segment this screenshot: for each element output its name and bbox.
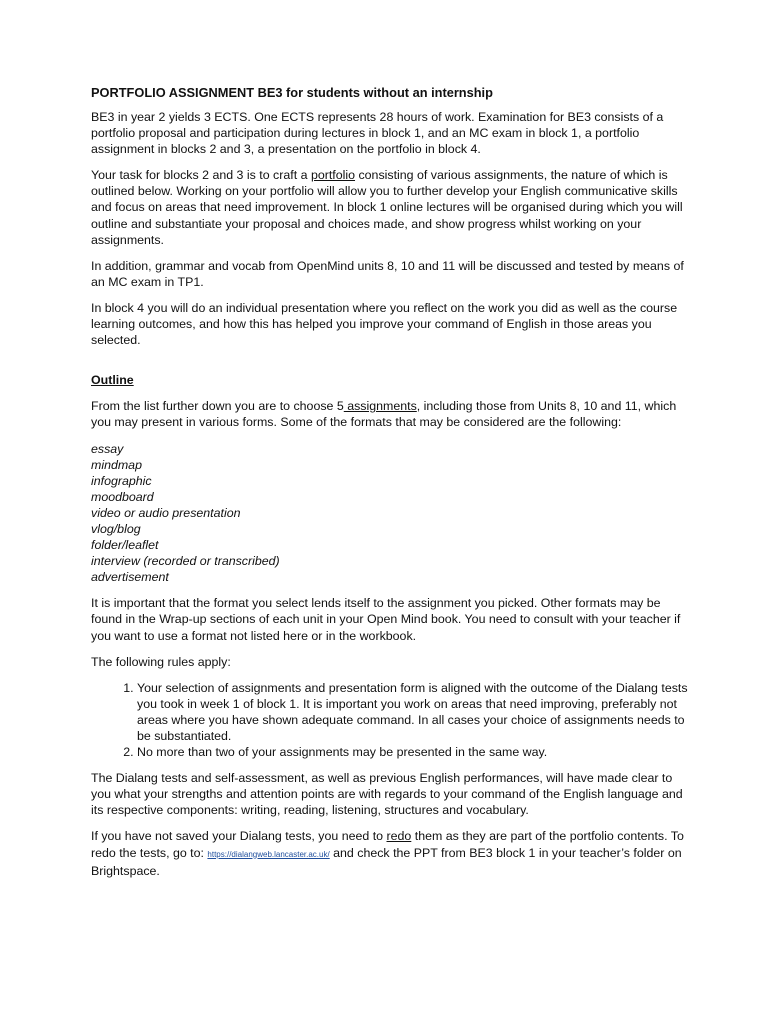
rule-item: 1. Your selection of assignments and presentation form is aligned with the outcome of the Dialang tests you took in week 1 of block 1. It is important you work on areas that need improving, preferably not areas where you have shown adequate command. In all cases your choice of assignments needs to be substantiated.: [137, 680, 691, 744]
assignments-underlined: assignments: [343, 399, 417, 414]
format-item: interview (recorded or transcribed): [91, 554, 280, 569]
paragraph-redo-text: If you have not saved your Dialang tests, you need to: [91, 829, 387, 844]
format-item: infographic: [91, 473, 152, 488]
paragraph-dialang: The Dialang tests and self-assessment, as well as previous English performances, will have made clear to you what your strengths and attention points are with regards to your command of the English language and its respective components: writing, reading, listening, structures and vocabulary.: [91, 771, 683, 818]
paragraph-task-text: Your task for blocks 2 and 3 is to craft a: [91, 168, 311, 183]
format-list: [91, 441, 691, 586]
rules-list: [91, 680, 691, 760]
format-item: mindmap: [91, 457, 142, 472]
paragraph-rules-intro: The following rules apply:: [91, 654, 231, 669]
format-item: folder/leaflet: [91, 538, 159, 553]
page-title: PORTFOLIO ASSIGNMENT BE3 for students without an internship: [91, 85, 493, 100]
portfolio-underlined: portfolio: [310, 168, 356, 183]
paragraph-task-text-rest: consisting of various assignments, the nature of which is outlined below. Working on your portfolio will allow you to further develop your English communicative skills and focus on areas that need improvement. In block 1 online lectures will be organised during which you will outline and substantiate your proposal and choices made, and show progress whilst working on your assignments.: [91, 168, 683, 247]
paragraph-choose-text: From the list further down you are to choose 5: [91, 399, 344, 414]
outline-heading: Outline: [91, 373, 134, 388]
paragraph-redo-text-mid: them as they are part of the portfolio contents. To redo the tests, go to:: [91, 829, 684, 860]
paragraph-block4: In block 4 you will do an individual presentation where you reflect on the work you did as well as the course learning outcomes, and how this has helped you improve your command of English in those areas you selected.: [91, 300, 678, 348]
dialang-link[interactable]: https://dialangweb.lancaster.ac.uk/: [207, 849, 330, 859]
format-item: essay: [91, 441, 124, 456]
paragraph-grammar: In addition, grammar and vocab from OpenMind units 8, 10 and 11 will be discussed and tested by means of an MC exam in TP1.: [91, 258, 684, 289]
rule-item: 2. No more than two of your assignments may be presented in the same way.: [137, 744, 691, 760]
document-body: [91, 85, 691, 889]
format-item: advertisement: [91, 570, 169, 585]
format-item: moodboard: [91, 489, 154, 504]
paragraph-format-note: It is important that the format you select lends itself to the assignment you picked. Other formats may be found in the Wrap-up sections of each unit in your Open Mind book. You need to consult with your teacher if you want to use a format not listed here or in the workbook.: [91, 596, 681, 643]
paragraph-choose: [91, 398, 691, 430]
format-item: video or audio presentation: [91, 505, 241, 520]
format-item: vlog/blog: [91, 521, 141, 536]
paragraph-redo: [91, 828, 691, 878]
paragraph-redo-text-rest: and check the PPT from BE3 block 1 in your teacher’s folder on Brightspace.: [91, 845, 682, 878]
paragraph-ects: BE3 in year 2 yields 3 ECTS. One ECTS represents 28 hours of work. Examination for BE3 consists of a portfolio proposal and participation during lectures in block 1, and an MC exam in block 1, a portfolio assignment in blocks 2 and 3, a presentation on the portfolio in block 4.: [91, 110, 664, 157]
paragraph-choose-text-rest: , including those from Units 8, 10 and 11, which you may present in various forms. Some of the formats that may be considered are the following:: [91, 399, 677, 430]
redo-underlined: redo: [386, 829, 412, 844]
paragraph-task: [91, 167, 691, 247]
